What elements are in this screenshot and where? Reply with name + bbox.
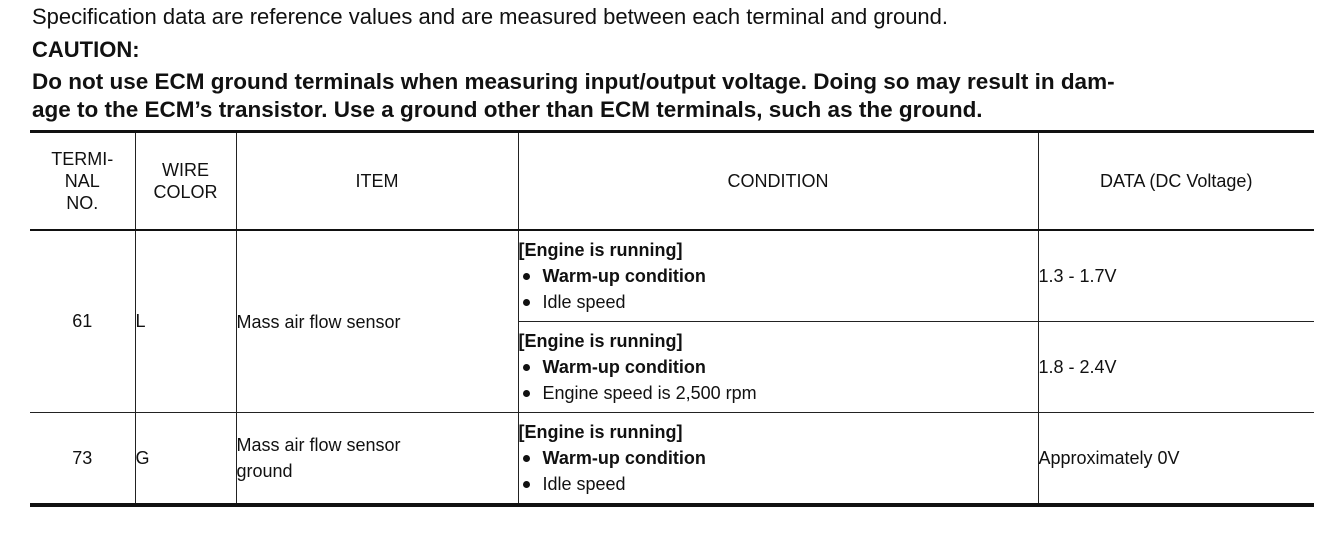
header-data: DATA (DC Voltage) xyxy=(1038,132,1314,231)
condition-bullet: Warm-up condition xyxy=(519,263,1038,289)
condition-cell xyxy=(518,322,1038,413)
condition-list xyxy=(519,445,1038,497)
item-cell: Mass air flow sensor xyxy=(236,230,518,413)
caution-text xyxy=(32,68,1314,124)
caution-line-1: Do not use ECM ground terminals when measuring input/output voltage. Doing so may result in dam- xyxy=(32,69,1115,94)
header-condition: CONDITION xyxy=(518,132,1038,231)
header-terminal-line-3: NO. xyxy=(66,193,99,213)
condition-cell xyxy=(518,230,1038,322)
condition-header: [Engine is running] xyxy=(518,240,683,260)
condition-bullet: Idle speed xyxy=(519,289,1038,315)
terminal-no-cell: 73 xyxy=(30,413,135,506)
condition-cell xyxy=(518,413,1038,506)
caution-title: CAUTION: xyxy=(32,37,140,62)
spec-table xyxy=(30,130,1314,507)
condition-bullet: Warm-up condition xyxy=(519,445,1038,471)
condition-bullet: Idle speed xyxy=(519,471,1038,497)
table-row xyxy=(30,230,1314,322)
data-cell: 1.3 - 1.7V xyxy=(1038,230,1314,322)
terminal-no-cell: 61 xyxy=(30,230,135,413)
item-line-1: Mass air flow sensor xyxy=(236,435,401,455)
condition-header: [Engine is running] xyxy=(518,331,683,351)
table-header-row xyxy=(30,132,1314,231)
header-terminal-line-1: TERMI- xyxy=(51,149,114,169)
header-wire-color xyxy=(135,132,236,231)
spec-intro-text: Specification data are reference values and are measured between each terminal and ground. xyxy=(32,4,949,29)
item-cell xyxy=(236,413,518,506)
condition-list xyxy=(519,263,1038,315)
condition-header: [Engine is running] xyxy=(518,422,683,442)
table-row xyxy=(30,413,1314,506)
wire-color-cell: L xyxy=(135,230,236,413)
wire-color-cell: G xyxy=(135,413,236,506)
header-item: ITEM xyxy=(236,132,518,231)
header-wire-line-2: COLOR xyxy=(153,182,218,202)
data-cell: 1.8 - 2.4V xyxy=(1038,322,1314,413)
header-wire-line-1: WIRE xyxy=(162,160,209,180)
condition-bullet: Engine speed is 2,500 rpm xyxy=(519,380,1038,406)
caution-line-2: age to the ECM’s transistor. Use a ground other than ECM terminals, such as the ground. xyxy=(32,97,983,122)
condition-bullet: Warm-up condition xyxy=(519,354,1038,380)
header-terminal-line-2: NAL xyxy=(64,171,100,191)
header-terminal-no xyxy=(30,132,135,231)
item-line-2: ground xyxy=(236,461,293,481)
data-cell: Approximately 0V xyxy=(1038,413,1314,506)
condition-list xyxy=(519,354,1038,406)
